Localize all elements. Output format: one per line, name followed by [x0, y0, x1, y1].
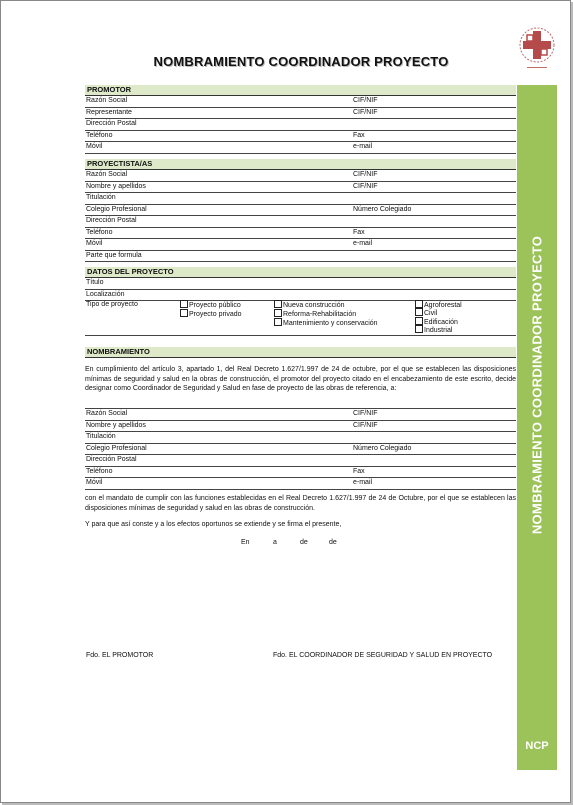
coordinador-fields	[85, 408, 516, 490]
nombramiento-section	[85, 347, 516, 358]
checkbox-icon[interactable]	[180, 300, 188, 308]
form-row[interactable]	[85, 108, 516, 120]
checkbox-label: Mantenimiento y conservación	[283, 320, 378, 327]
intro-paragraph: En cumplimiento del artículo 3, apartado 1, del Real Decreto 1.627/1.997 de 24 de octubre, por el que se establecen las disposiciones mínimas de seguridad y salud en la obras de construcción, el promotor del proyecto citado en el encabezamiento de este escrito, decide designar como Coordinador de Seguridad y Salud en fase de proyecto de las obras de referencia, a:	[85, 366, 516, 392]
field-label: Número Colegiado	[353, 205, 412, 213]
field-label: Teléfono	[86, 228, 113, 236]
form-row[interactable]	[85, 455, 516, 467]
form-row[interactable]	[85, 193, 516, 205]
side-title-text: NOMBRAMIENTO COORDINADOR PROYECTO	[529, 235, 545, 535]
checkbox-icon[interactable]	[415, 300, 423, 308]
firma-coordinador: Fdo. EL COORDINADOR DE SEGURIDAD Y SALUD EN PROYECTO	[273, 652, 493, 659]
proyectista-heading: PROYECTISTA/AS	[85, 159, 516, 170]
checkbox-label: Nueva construcción	[283, 302, 345, 309]
field-label: Móvil	[86, 479, 103, 486]
promotor-section	[85, 85, 516, 154]
form-row[interactable]	[85, 278, 516, 290]
field-label: e-mail	[353, 479, 373, 486]
field-label: Colegio Profesional	[86, 444, 147, 452]
promotor-heading: PROMOTOR	[85, 85, 516, 96]
form-row[interactable]	[85, 432, 516, 444]
checkbox-icon[interactable]	[180, 309, 188, 317]
checkbox-icon[interactable]	[274, 309, 282, 317]
field-label: e-mail	[353, 240, 373, 247]
checkbox-label: Proyecto público	[189, 302, 241, 309]
field-label: CIF/NIF	[353, 182, 378, 190]
form-row[interactable]	[85, 239, 516, 251]
firma-promotor: Fdo. EL PROMOTOR	[86, 652, 154, 659]
field-label: Parte que formula	[86, 251, 142, 259]
checkbox-icon[interactable]	[274, 300, 282, 308]
field-label: Razón Social	[86, 410, 128, 417]
field-label: e-mail	[353, 143, 373, 150]
field-label: Dirección Postal	[86, 217, 137, 224]
field-label: Razón Social	[86, 97, 128, 104]
fecha-a: a	[273, 539, 277, 546]
checkbox-label: Reforma-Rehabilitación	[283, 311, 357, 318]
field-label: Fax	[353, 467, 365, 475]
fecha-de-2: de	[329, 539, 337, 546]
field-label: CIF/NIF	[353, 108, 378, 116]
form-row[interactable]	[85, 182, 516, 194]
form-row[interactable]	[85, 478, 516, 490]
field-label: CIF/NIF	[353, 421, 378, 429]
fecha-en: En	[241, 539, 250, 546]
field-label: Móvil	[86, 143, 103, 150]
form-row[interactable]	[85, 228, 516, 240]
form-row[interactable]	[85, 205, 516, 217]
checkbox-label: Agroforestal	[424, 302, 462, 309]
checkbox-label: Industrial	[424, 327, 453, 334]
checkbox-icon[interactable]	[415, 308, 423, 316]
fecha-de-1: de	[300, 539, 308, 546]
divider	[85, 335, 516, 336]
tipo-label: Tipo de proyecto	[86, 301, 138, 308]
checkbox-icon[interactable]	[274, 318, 282, 326]
field-label: Fax	[353, 228, 365, 236]
field-label: Nombre y apellidos	[86, 182, 146, 190]
form-row[interactable]	[85, 142, 516, 154]
checkbox-icon[interactable]	[415, 325, 423, 333]
checkbox-option[interactable]	[415, 325, 452, 335]
form-row[interactable]	[85, 119, 516, 131]
field-label: CIF/NIF	[353, 97, 378, 104]
field-label: Teléfono	[86, 467, 113, 475]
field-label: Móvil	[86, 240, 103, 247]
checkbox-label: Proyecto privado	[189, 311, 242, 318]
proyectista-section	[85, 159, 516, 262]
field-label: Número Colegiado	[353, 444, 412, 452]
form-row[interactable]	[85, 421, 516, 433]
checkbox-option[interactable]	[180, 309, 242, 319]
field-label: Razón Social	[86, 171, 128, 178]
form-row[interactable]	[85, 131, 516, 143]
mandato-paragraph: con el mandato de cumplir con las funciones establecidas en el Real Decreto 1.627/1.997 de 24 de Octubre, por el que se establecen las disposiciones mínimas de seguridad y salud en las obras de construcción.	[85, 495, 516, 512]
form-row[interactable]	[85, 216, 516, 228]
page-title: NOMBRAMIENTO COORDINADOR PROYECTO	[153, 54, 449, 69]
field-label: Representante	[86, 108, 132, 116]
field-label: Localización	[86, 290, 125, 298]
datos-heading: DATOS DEL PROYECTO	[85, 267, 516, 278]
checkbox-icon[interactable]	[415, 317, 423, 325]
form-row[interactable]	[85, 170, 516, 182]
datos-section	[85, 267, 516, 301]
field-label: Nombre y apellidos	[86, 421, 146, 429]
form-row[interactable]	[85, 444, 516, 456]
field-label: CIF/NIF	[353, 410, 378, 417]
field-label: Titulación	[86, 433, 116, 440]
field-label: Título	[86, 279, 104, 286]
field-label: CIF/NIF	[353, 171, 378, 178]
field-label: Colegio Profesional	[86, 205, 147, 213]
side-code: NCP	[525, 740, 549, 752]
field-label: Teléfono	[86, 131, 113, 139]
checkbox-label: Edificación	[424, 319, 458, 326]
checkbox-label: Civil	[424, 310, 438, 317]
form-row[interactable]	[85, 409, 516, 421]
form-row[interactable]	[85, 251, 516, 263]
logo-icon	[515, 23, 559, 75]
nombramiento-heading: NOMBRAMIENTO	[85, 347, 516, 358]
form-row[interactable]	[85, 467, 516, 479]
field-label: Dirección Postal	[86, 120, 137, 127]
constancia-paragraph: Y para que así conste y a los efectos oportunos se extiende y se firma el presente,	[85, 521, 342, 528]
field-label: Titulación	[86, 194, 116, 201]
field-label: Fax	[353, 131, 365, 139]
form-row[interactable]	[85, 96, 516, 108]
side-title	[517, 85, 557, 685]
checkbox-option[interactable]	[274, 318, 378, 328]
field-label: Dirección Postal	[86, 456, 137, 463]
